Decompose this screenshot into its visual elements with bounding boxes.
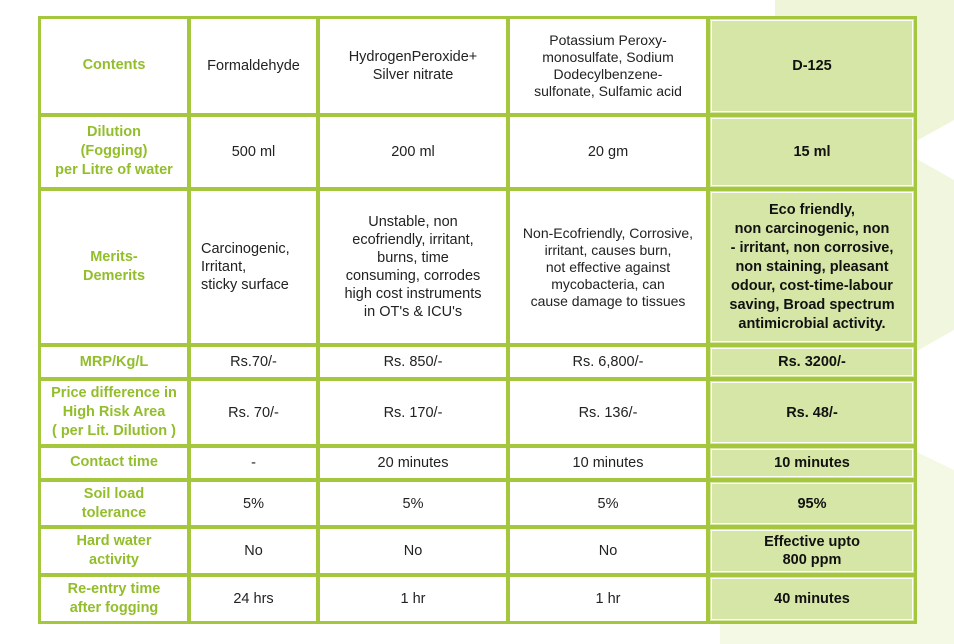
cell-merits-potassium: Non-Ecofriendly, Corrosive, irritant, causes burn, not effective against mycobacteria, can cause damage to tissues xyxy=(509,190,707,345)
cell-merits-d125: Eco friendly, non carcinogenic, non - irritant, non corrosive, non staining, pleasant odour, cost-time-labour saving, Broad spectrum antimicrobial activity. xyxy=(709,190,915,345)
table-row-contents xyxy=(40,18,915,114)
cell-soil-hydrogen-peroxide: 5% xyxy=(319,481,507,527)
row-label-price-difference: Price difference in High Risk Area ( per Lit. Dilution ) xyxy=(40,380,188,445)
cell-mrp-d125: Rs. 3200/- xyxy=(709,346,915,378)
cell-reentry-d125: 40 minutes xyxy=(709,576,915,622)
cell-hardwater-potassium: No xyxy=(509,528,707,574)
cell-soil-potassium: 5% xyxy=(509,481,707,527)
cell-price-formaldehyde: Rs. 70/- xyxy=(190,380,317,445)
table-row-merits xyxy=(40,190,915,345)
table-row-hard-water xyxy=(40,528,915,574)
cell-soil-formaldehyde: 5% xyxy=(190,481,317,527)
table-row-reentry xyxy=(40,576,915,622)
cell-contact-potassium: 10 minutes xyxy=(509,447,707,479)
row-label-contact-time: Contact time xyxy=(40,447,188,479)
cell-contact-hydrogen-peroxide: 20 minutes xyxy=(319,447,507,479)
cell-mrp-potassium: Rs. 6,800/- xyxy=(509,346,707,378)
table-row-dilution xyxy=(40,116,915,188)
row-label-dilution: Dilution (Fogging) per Litre of water xyxy=(40,116,188,188)
row-label-contents: Contents xyxy=(40,18,188,114)
cell-reentry-hydrogen-peroxide: 1 hr xyxy=(319,576,507,622)
cell-reentry-potassium: 1 hr xyxy=(509,576,707,622)
row-label-soil-load: Soil load tolerance xyxy=(40,481,188,527)
header-hydrogen-peroxide: HydrogenPeroxide+ Silver nitrate xyxy=(319,18,507,114)
cell-hardwater-d125: Effective upto 800 ppm xyxy=(709,528,915,574)
cell-dilution-potassium: 20 gm xyxy=(509,116,707,188)
table-row-mrp xyxy=(40,346,915,378)
cell-price-d125: Rs. 48/- xyxy=(709,380,915,445)
cell-merits-formaldehyde: Carcinogenic, Irritant, sticky surface xyxy=(190,190,317,345)
cell-price-potassium: Rs. 136/- xyxy=(509,380,707,445)
table-row-price-difference xyxy=(40,380,915,445)
cell-price-hydrogen-peroxide: Rs. 170/- xyxy=(319,380,507,445)
row-label-mrp: MRP/Kg/L xyxy=(40,346,188,378)
cell-dilution-formaldehyde: 500 ml xyxy=(190,116,317,188)
table-row-contact-time xyxy=(40,447,915,479)
cell-mrp-hydrogen-peroxide: Rs. 850/- xyxy=(319,346,507,378)
cell-dilution-hydrogen-peroxide: 200 ml xyxy=(319,116,507,188)
row-label-merits: Merits- Demerits xyxy=(40,190,188,345)
cell-mrp-formaldehyde: Rs.70/- xyxy=(190,346,317,378)
header-d125: D-125 xyxy=(709,18,915,114)
row-label-reentry: Re-entry time after fogging xyxy=(40,576,188,622)
cell-contact-formaldehyde: - xyxy=(190,447,317,479)
cell-hardwater-formaldehyde: No xyxy=(190,528,317,574)
table-row-soil-load xyxy=(40,481,915,527)
cell-merits-hydrogen-peroxide: Unstable, non ecofriendly, irritant, burns, time consuming, corrodes high cost instruments in OT's & ICU's xyxy=(319,190,507,345)
comparison-table xyxy=(38,16,917,624)
cell-contact-d125: 10 minutes xyxy=(709,447,915,479)
cell-hardwater-hydrogen-peroxide: No xyxy=(319,528,507,574)
cell-soil-d125: 95% xyxy=(709,481,915,527)
cell-reentry-formaldehyde: 24 hrs xyxy=(190,576,317,622)
header-potassium-peroxymonosulfate: Potassium Peroxy- monosulfate, Sodium Dodecylbenzene- sulfonate, Sulfamic acid xyxy=(509,18,707,114)
cell-dilution-d125: 15 ml xyxy=(709,116,915,188)
row-label-hard-water: Hard water activity xyxy=(40,528,188,574)
header-formaldehyde: Formaldehyde xyxy=(190,18,317,114)
